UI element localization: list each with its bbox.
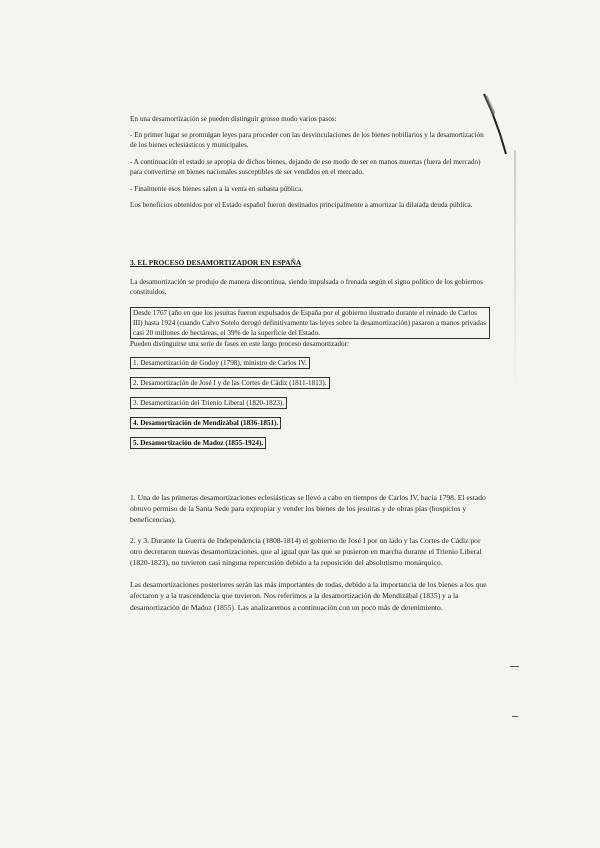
phase-item-3: 3. Desamortización del Trienio Liberal (1820-1823). xyxy=(130,397,287,409)
phase-item-2: 2. Desamortización de José I y de las Cortes de Cádiz (1811-1813). xyxy=(130,377,330,389)
phases-intro: Pueden distinguirse una serie de fases en este largo proceso desamortizador: xyxy=(130,339,350,348)
intro-line: En una desamortización se pueden distinguir grosso modo varios pasos: xyxy=(130,115,337,123)
intro-step-1: - En primer lugar se promulgan leyes para proceder con las desvinculaciones de los bienes nobiliarios y la desamortización de los bienes eclesiásticos y municipales. xyxy=(130,130,484,149)
intro-step-3: - Finalmente esos bienes salen a la venta en subasta pública. xyxy=(130,184,304,193)
phase-item-4: 4. Desamortización de Mendizábal (1836-1851). xyxy=(130,417,281,429)
section-para-2-boxed: Desde 1767 (año en que los jesuitas fueron expulsados de España por el gobierno ilustrado durante el reinado de Carlos III) hasta 1924 (cuando Calvo Sotelo derogó definitivamente las leyes sobre la desamortización) pasaron a manos privadas casi 20 millones de hectáreas, el 39% de la superficie del Estado. xyxy=(130,307,490,339)
phase-item-5: 5. Desamortización de Madoz (1855-1924). xyxy=(130,437,266,449)
phase-list xyxy=(130,357,490,457)
intro-benefits: Los beneficios obtenidos por el Estado español fueron destinados principalmente a amortizar la dilatada deuda pública. xyxy=(130,201,473,209)
phase-item-1: 1. Desamortización de Godoy (1798), ministro de Carlos IV. xyxy=(130,357,310,369)
intro-step-2: - A continuación el estado se apropia de dichos bienes, dejando de eso modo de ser en manos muertas (fuera del mercado) para convertirse en bienes nacionales susceptibles de ser vendidos en el mercado. xyxy=(130,157,481,176)
intro-section xyxy=(130,114,490,211)
scan-edge-line xyxy=(514,150,516,380)
details-section xyxy=(130,492,490,613)
scan-dash xyxy=(510,666,519,667)
section-para-1: La desamortización se produjo de manera discontinua, siendo impulsada o frenada según el signo político de los gobiernos constituidos. xyxy=(130,277,483,296)
scan-dash xyxy=(512,716,518,717)
section-heading: 3. EL PROCESO DESAMORTIZADOR EN ESPAÑA xyxy=(130,258,302,267)
detail-item-1: 1. Una de las primeras desamortizaciones eclesiásticas se llevó a cabo en tiempos de Carlos IV, hacia 1798. El estado obtuvo permiso de la Santa Sede para expropiar y vender los bienes de los jesuitas y de obras pías (hospicios y beneficencias). xyxy=(130,493,486,525)
detail-later: Las desamortizaciones posteriores serán las más importantes de todas, debido a la importancia de los bienes a los que afectaron y a la trascendencia que tuvieron. Nos referimos a la desamortización de Mendizábal (1835) y a la desamortización de Madoz (1855). Las analizaremos a continuación con un poco más de detenimiento. xyxy=(130,580,487,612)
section-3 xyxy=(130,258,490,457)
detail-item-2-3: 2. y 3. Durante la Guerra de Independencia (1808-1814) el gobierno de José I por un lado y las Cortes de Cádiz por otro decretaron nuevas desamortizaciones, que al igual que las que se pusieron en marcha durante el Trienio Liberal (1820-1823), no tuvieron casi ninguna repercusión debido a la reposición del absolutismo monárquico. xyxy=(130,535,482,568)
